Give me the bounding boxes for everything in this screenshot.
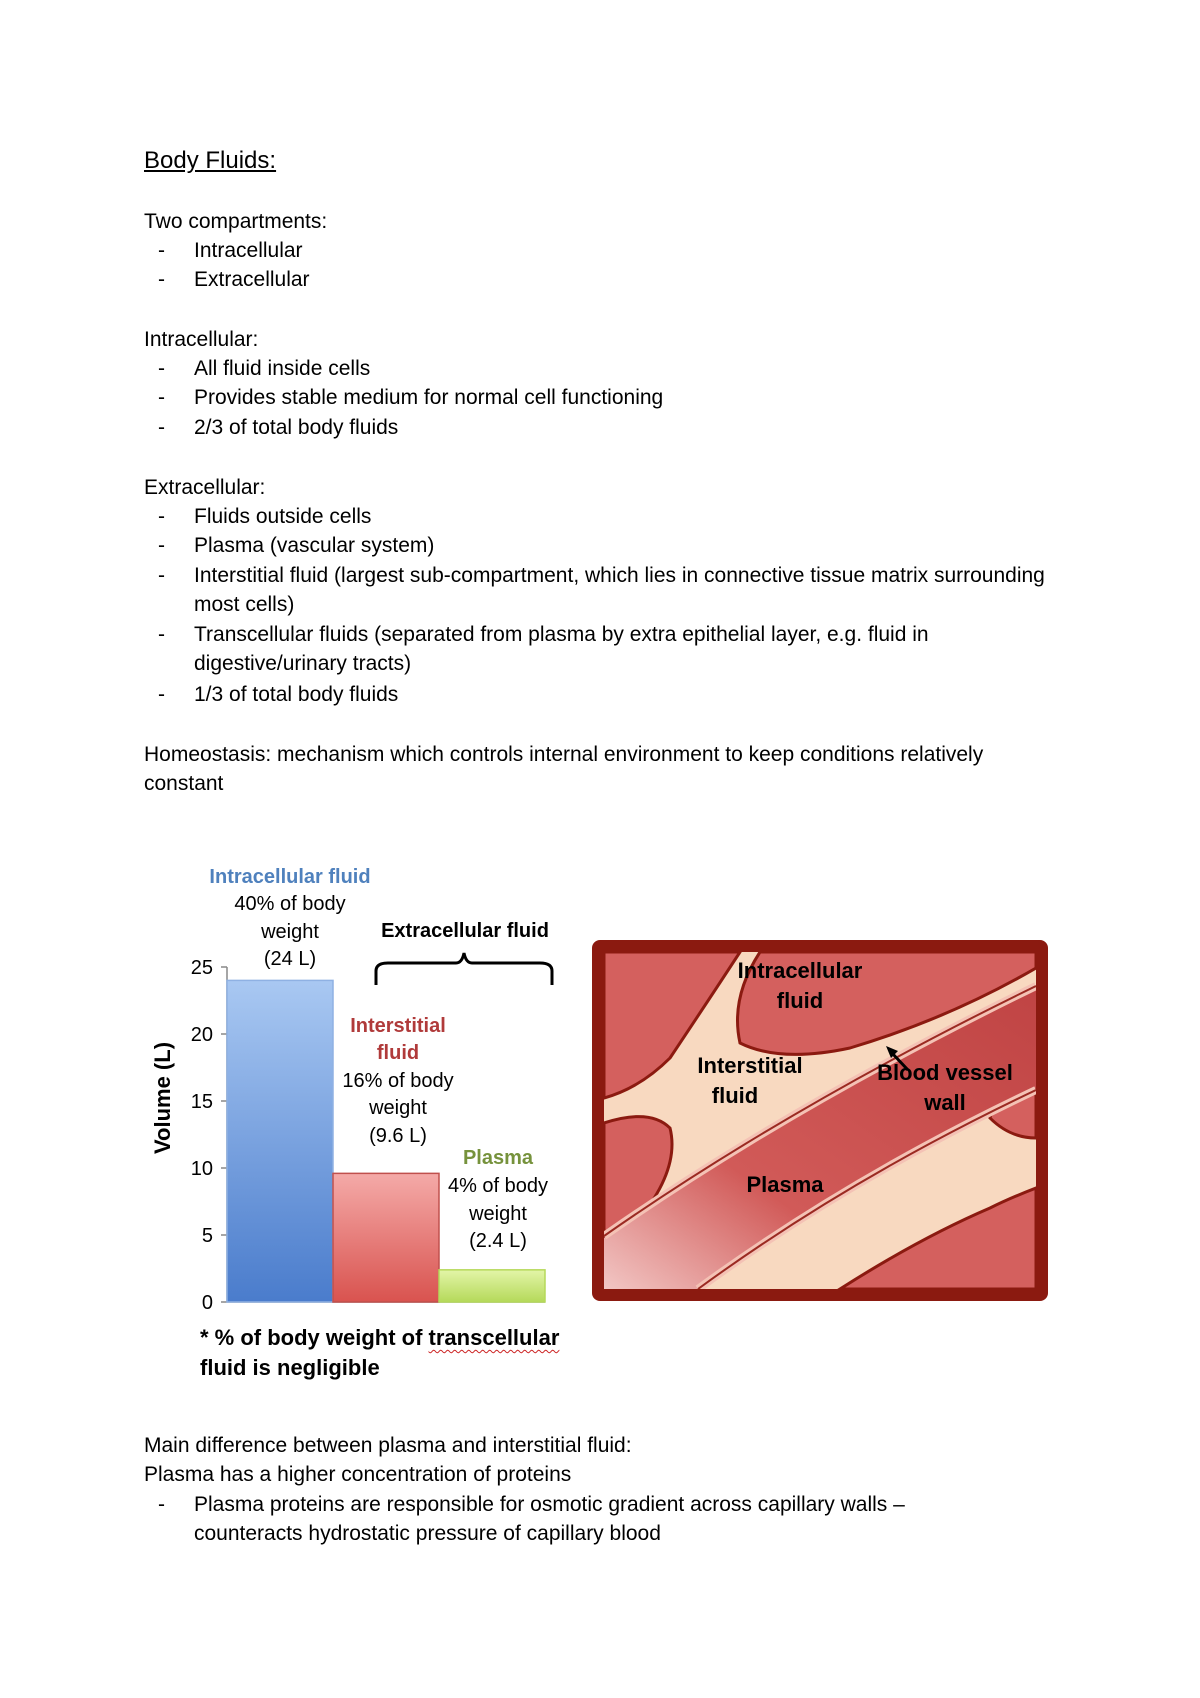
interstitial-volume: (9.6 L) [369, 1125, 427, 1147]
extracellular-brace [376, 953, 552, 985]
plasma-percent: 4% of body [447, 1175, 549, 1197]
y-axis-label: Volume (L) [150, 1041, 175, 1155]
interstitial-label-2: fluid [376, 1042, 420, 1064]
page-title: Body Fluids: [144, 147, 277, 174]
y-tick-label: 10 [190, 1158, 213, 1180]
y-tick-label: 15 [190, 1091, 213, 1113]
plasma-label: Plasma [462, 1147, 534, 1169]
intracellular-fluid-label: Intracellular [737, 958, 863, 983]
y-tick-label: 0 [201, 1292, 213, 1314]
intracellular-weight: weight [261, 921, 319, 943]
interstitial-label: Interstitial [350, 1015, 446, 1037]
interstitial-fluid-label-2: fluid [711, 1083, 759, 1108]
y-tick-label: 20 [190, 1024, 213, 1046]
extracellular-label: Extracellular fluid [381, 920, 549, 942]
intracellular-fluid-label-2: fluid [776, 988, 824, 1013]
transcellular-note: * % of body weight of transcellular fluid is negligible [200, 1325, 560, 1380]
homeostasis-line: constant [144, 772, 224, 795]
extracellular-heading: Extracellular: [144, 476, 266, 499]
body-fluid-volume-chart [140, 855, 580, 1325]
bar-interstitial-fluid [333, 1173, 439, 1302]
plasma-weight: weight [469, 1203, 527, 1225]
y-tick-label: 5 [201, 1225, 213, 1247]
bar-plasma [439, 1270, 545, 1302]
interstitial-fluid-label: Interstitial [697, 1053, 803, 1078]
interstitial-percent: 16% of body [342, 1070, 454, 1092]
intracellular-percent: 40% of body [234, 893, 346, 915]
document-page: Body Fluids: Two compartments: - Intracellular - Extracellular Intracellular: - All fluid inside cells - Provides stable medium for normal cell functioning - 2/3 of total body fluids Extracellular: - Fluids outside cells - Plasma (vascular system) - Interstitial fluid (largest sub-compartment, which lies in connective tissue matrix surrounding most cells) - Transcellular fluids (separated from plasma by extra epithelial layer, e.g. fluid in digestive/urinary tracts) - 1/3 of total body fluids Homeostasis: mechanism which controls internal environment to keep conditions relatively constant 0 5 10 15 20 25 Intracellular fluid 40% of body weight (24 L) Extracellular fluid Interstitial fluid 16% of body weight (9.6 L) Plasma 4% of body weight (2.4 L) Volume (L) Intracellular fluid Interstitial fluid Blood vessel wall Plasma * % of body weight of transcellular fluid is negligible Main difference between plasma and interstitial fluid: Plasma has a higher concentration of proteins - Plasma proteins are responsible for osmotic gradient across capillary walls – counteracts hydrostatic pressure of capillary blood [0, 0, 1200, 1698]
y-tick-label: 25 [190, 957, 213, 979]
plasma-label-diagram: Plasma [746, 1172, 824, 1197]
difference-line: Plasma has a higher concentration of proteins [144, 1463, 572, 1486]
homeostasis-line: Homeostasis: mechanism which controls internal environment to keep conditions relatively [144, 743, 984, 766]
intracellular-label: Intracellular fluid [209, 866, 371, 888]
plasma-volume: (2.4 L) [469, 1230, 527, 1252]
compartments-heading: Two compartments: [144, 210, 328, 233]
blood-vessel-wall-label: Blood vessel [877, 1060, 1013, 1085]
blood-vessel-wall-label-2: wall [924, 1090, 966, 1115]
intracellular-heading: Intracellular: [144, 328, 259, 351]
interstitial-weight: weight [369, 1097, 427, 1119]
bar-intracellular-fluid [227, 980, 333, 1302]
intracellular-volume: (24 L) [263, 948, 317, 970]
blood-vessel-diagram [590, 938, 1050, 1303]
difference-heading: Main difference between plasma and interstitial fluid: [144, 1434, 632, 1457]
